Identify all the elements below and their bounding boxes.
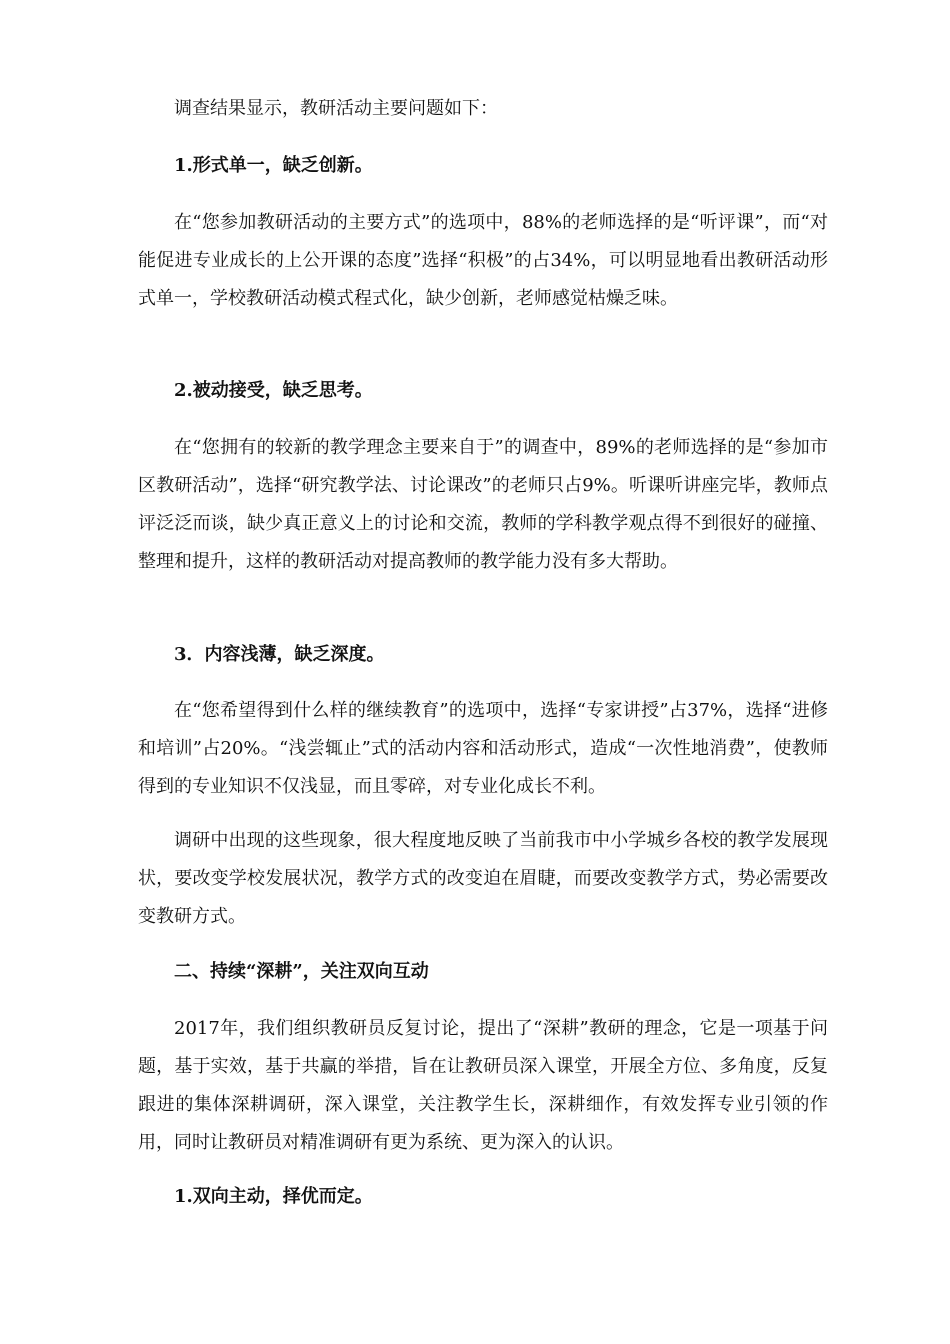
heading-passive: 2.被动接受，缺乏思考。 [174, 380, 373, 401]
paragraph-form-single: 在“您参加教研活动的主要方式”的选项中，88%的老师选择的是“听评课”，而“对能促进专业成长的上公开课的态度”选择“积极”的占34%，可以明显地看出教研活动形式单一，学校教研活动模式程式化，缺少创新，老师感觉枯燥乏味。 [138, 212, 828, 309]
heading-form-single: 1.形式单一，缺乏创新。 [174, 155, 373, 176]
paragraph-shallow-content: 在“您希望得到什么样的继续教育”的选项中，选择“专家讲授”占37%，选择“进修和培训”占20%。“浅尝辄止”式的活动内容和活动形式，造成“一次性地消费”，使教师得到的专业知识不仅浅显，而且零碎，对专业化成长不利。 [138, 700, 828, 797]
heading-two-way-initiative: 1.双向主动，择优而定。 [174, 1186, 373, 1207]
paragraph-conclusion: 调研中出现的这些现象，很大程度地反映了当前我市中小学城乡各校的教学发展现状，要改变学校发展状况，教学方式的改变迫在眉睫，而要改变教学方式，势必需要改变教研方式。 [138, 830, 828, 927]
heading-shallow-content: 3．内容浅薄，缺乏深度。 [174, 644, 385, 665]
paragraph-passive: 在“您拥有的较新的教学理念主要来自于”的调查中，89%的老师选择的是“参加市区教研活动”，选择“研究教学法、讨论课改”的老师只占9%。听课听讲座完毕，教师点评泛泛而谈，缺少真正意义上的讨论和交流，教师的学科教学观点得不到很好的碰撞、整理和提升，这样的教研活动对提高教师的教学能力没有多大帮助。 [138, 437, 828, 572]
section-heading-deep-cultivation: 二、持续“深耕”，关注双向互动 [174, 961, 429, 982]
paragraph-deep-cultivation: 2017年，我们组织教研员反复讨论，提出了“深耕”教研的理念，它是一项基于问题，基于实效，基于共赢的举措，旨在让教研员深入课堂，开展全方位、多角度，反复跟进的集体深耕调研，深入课堂，关注教学生长，深耕细作，有效发挥专业引领的作用，同时让教研员对精准调研有更为系统、更为深入的认识。 [138, 1018, 828, 1153]
intro-paragraph: 调查结果显示，教研活动主要问题如下： [174, 98, 498, 119]
